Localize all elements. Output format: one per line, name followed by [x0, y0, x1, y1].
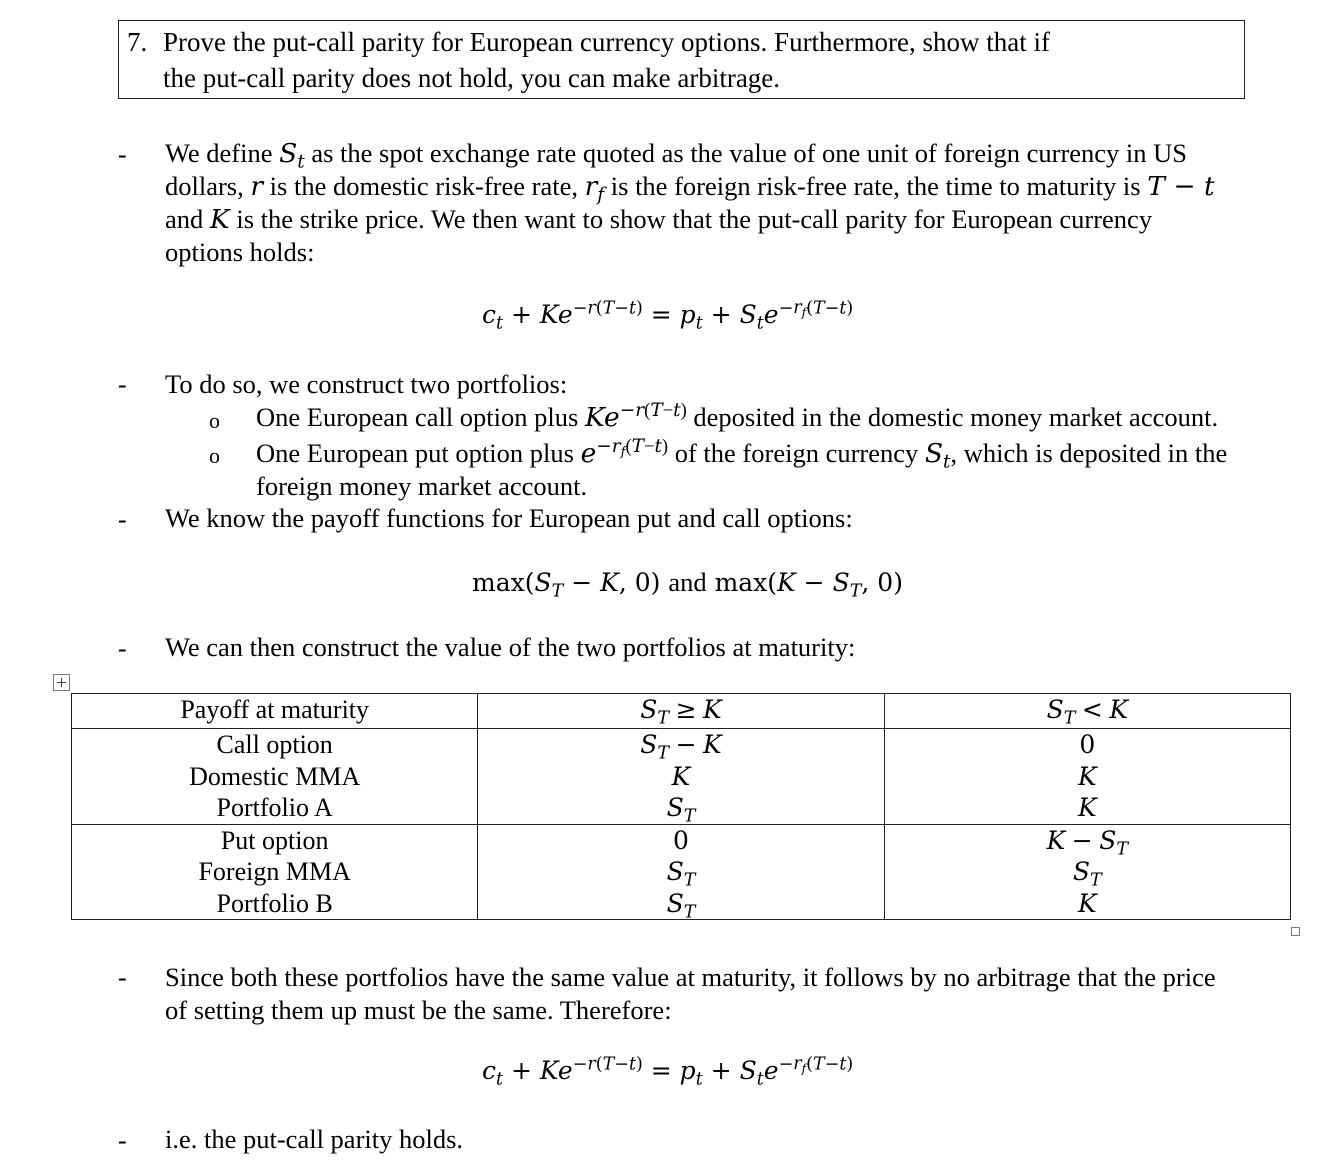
parity-equation-1: $c_t + Ke^{-r(T-t)} = p_t + S_te^{-r_f(T-t)}$ [482, 298, 854, 334]
table-header-row [72, 694, 1291, 729]
bullet-dash-6: - [118, 1126, 127, 1155]
bullet-dash-5: - [118, 963, 127, 992]
header-st-lt-k: $S_T < K$ [884, 694, 1290, 729]
no-arbitrage-paragraph [165, 961, 1216, 1027]
cell-put-ge: 0 [478, 824, 884, 856]
table-row [72, 792, 1291, 824]
table-move-handle-icon[interactable] [53, 674, 70, 691]
question-number: 7. [127, 27, 148, 57]
question-line-2: the put-call parity does not hold, you can make arbitrage. [163, 63, 781, 93]
bullet-dash-1: - [118, 140, 127, 169]
cell-foreign-ge: $S_T$ [478, 856, 884, 888]
row-label-call-option: Call option [72, 729, 478, 761]
cell-call-lt: 0 [884, 729, 1290, 761]
question-line-1: Prove the put-call parity for European currency options. Furthermore, show that if [163, 27, 1050, 57]
row-label-put-option: Put option [72, 824, 478, 856]
parity-equation-2: $c_t + Ke^{-r(T-t)} = p_t + S_te^{-r_f(T-t)}$ [482, 1054, 854, 1090]
table-row [72, 888, 1291, 920]
header-payoff-at-maturity: Payoff at maturity [72, 694, 478, 729]
row-label-domestic-mma: Domestic MMA [72, 761, 478, 793]
portfolio-b-description: One European put option plus $e^{-r_f(T-t)}$ of the foreign currency $S_t$, which is deposited in the foreign money market account. [256, 435, 1228, 501]
table-row [72, 729, 1291, 761]
bullet-dash-2: - [118, 370, 127, 399]
sub-bullet-2: o [209, 443, 220, 468]
no-arbitrage-line-1: Since both these portfolios have the same value at maturity, it follows by no arbitrage that the price [165, 962, 1216, 992]
definition-paragraph [165, 137, 1215, 269]
row-label-foreign-mma: Foreign MMA [72, 856, 478, 888]
payoff-functions-equation: $\max(S_T - K$, 0) and $\max(K - S_T$, 0) [472, 567, 903, 602]
cell-portfolio-b-ge: $S_T$ [478, 888, 884, 920]
table-row [72, 761, 1291, 793]
table-row [72, 856, 1291, 888]
definition-line-1: We define $S_t$ as the spot exchange rate quoted as the value of one unit of foreign currency in US [165, 138, 1188, 173]
cell-put-lt: $K - S_T$ [884, 824, 1290, 856]
bullet-dash-3: - [118, 505, 127, 534]
payoff-table [71, 693, 1291, 920]
cell-portfolio-a-ge: $S_T$ [478, 792, 884, 824]
question-box [118, 20, 1245, 99]
bullet-dash-4: - [118, 634, 127, 663]
cell-portfolio-a-lt: K [884, 792, 1290, 824]
cell-domestic-lt: K [884, 761, 1290, 793]
portfolio-a-description: One European call option plus $Ke^{-r(T-t)}$ deposited in the domestic money market account. [256, 399, 1219, 433]
row-label-portfolio-a: Portfolio A [72, 792, 478, 824]
portfolios-intro: To do so, we construct two portfolios: [165, 369, 568, 399]
definition-line-4: options holds: [165, 237, 315, 267]
table-intro: We can then construct the value of the two portfolios at maturity: [165, 632, 856, 662]
cell-portfolio-b-lt: K [884, 888, 1290, 920]
definition-line-2: dollars, r is the domestic risk-free rate, $r_f$ is the foreign risk-free rate, the time to maturity is T − t [165, 171, 1215, 206]
definition-line-3: and K is the strike price. We then want to show that the put-call parity for European currency [165, 204, 1153, 235]
header-st-ge-k: $S_T \ge K$ [478, 694, 884, 729]
table-row [72, 824, 1291, 856]
sub-bullet-1: o [209, 408, 220, 433]
no-arbitrage-line-2: of setting them up must be the same. Therefore: [165, 995, 672, 1025]
cell-domestic-ge: K [478, 761, 884, 793]
payoff-functions-intro: We know the payoff functions for European put and call options: [165, 503, 853, 533]
cell-foreign-lt: $S_T$ [884, 856, 1290, 888]
row-label-portfolio-b: Portfolio B [72, 888, 478, 920]
cell-call-ge: $S_T - K$ [478, 729, 884, 761]
conclusion-text: i.e. the put-call parity holds. [165, 1124, 464, 1154]
table-resize-handle-icon[interactable] [1291, 927, 1300, 936]
